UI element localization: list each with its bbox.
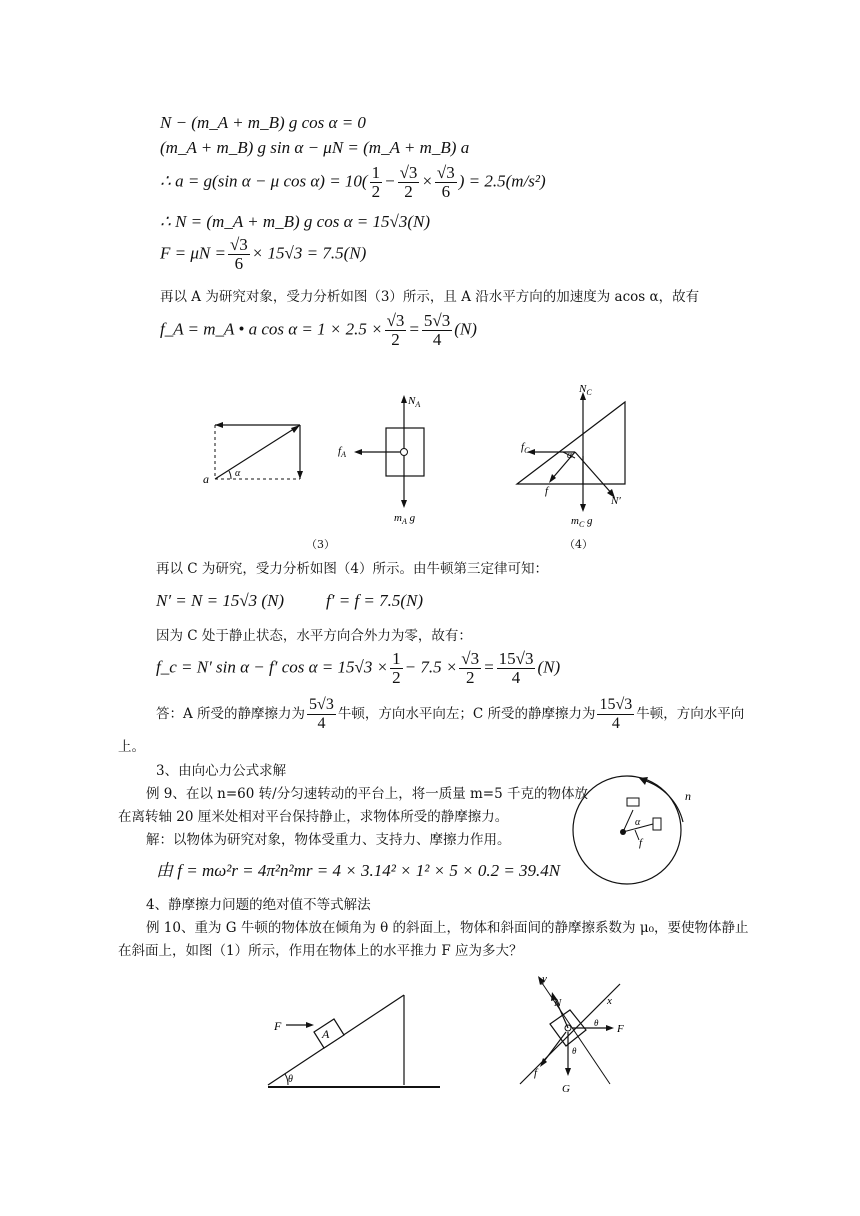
figure-3-block-a — [330, 390, 440, 525]
answer-continuation: 上。 — [118, 739, 145, 755]
label-x: x — [607, 995, 612, 1007]
label-na: $N_A$ — [408, 395, 421, 409]
label-nprime: N′ — [611, 495, 621, 507]
equation-3-rhs: ) = 2.5(m/s²) — [458, 171, 546, 191]
example-9-line-2: 在离转轴 20 厘米处相对平台保持静止，求物体所受的静摩擦力。 — [118, 809, 509, 825]
answer-part-b: 牛顿，方向水平向左；C 所受的静摩擦力为 — [337, 706, 596, 722]
fraction-r3-2-b: $\frac{√3}{2}$ — [386, 311, 405, 349]
equation-6-rhs: (N) — [454, 319, 477, 339]
answer-part-c: 牛顿，方向水平向 — [636, 706, 745, 722]
paragraph-3: 因为 C 处于静止状态，水平方向合外力为零，故有： — [156, 628, 472, 644]
equation-6: f_A = m_A • a cos α = 1 × 2.5 × $\frac{√3}{2}$ = $\frac{5√3}{4}$ (N) — [160, 311, 477, 349]
label-F-incline: F — [274, 1019, 282, 1033]
equation-3-lhs: ∴ a = g(sin α − μ cos α) = 10( — [160, 171, 368, 191]
figure-incline — [266, 985, 446, 1095]
label-mag: $m_A$ g — [394, 512, 416, 525]
equation-9-lhs: f_c = N′ sin α − f′ cos α = 15√3 × — [156, 657, 389, 677]
caption-4: （4） — [564, 538, 593, 551]
fraction-5r3-4-b: $\frac{5√3}{4}$ — [309, 696, 334, 732]
label-f: f — [545, 485, 549, 497]
label-alpha-platform: α — [635, 817, 641, 828]
label-alpha-c: α — [567, 450, 573, 461]
label-theta-force-1: θ — [594, 1018, 599, 1028]
equation-9: f_c = N′ sin α − f′ cos α = 15√3 × $\frac{1}{2}$ − 7.5 × $\frac{√3}{2}$ = $\frac{15√3}{4}$ (N) — [156, 649, 561, 687]
label-f-force: f — [534, 1067, 538, 1079]
equation-2: (m_A + m_B) g sin α − μN = (m_A + m_B) a — [160, 138, 470, 157]
equation-10: 由 f = mω²r = 4π²n²mr = 4 × 3.14² × 1² × 5 × 0.2 = 39.4N — [156, 861, 561, 880]
equation-7: N′ = N = 15√3 (N) — [156, 591, 285, 610]
label-n-rotation: n — [685, 789, 691, 803]
equation-9-rhs: (N) — [537, 657, 561, 677]
label-F-force: F — [617, 1023, 624, 1035]
equation-8: f′ = f = 7.5(N) — [326, 591, 424, 610]
fraction-half-b: $\frac{1}{2}$ — [392, 649, 401, 687]
solution-9: 解：以物体为研究对象，物体受重力、支持力、摩擦力作用。 — [146, 832, 511, 848]
answer-part-a: 答：A 所受的静摩擦力为 — [156, 706, 306, 722]
fraction-r3-6: $\frac{√3}{6}$ — [436, 163, 455, 201]
fraction-5r3-4: $\frac{5√3}{4}$ — [423, 311, 451, 349]
paragraph-1: 再以 A 为研究对象，受力分析如图（3）所示，且 A 沿水平方向的加速度为 acos α，故有 — [160, 289, 700, 305]
example-10-line-2: 在斜面上，如图（1）所示，作用在物体上的水平推力 F 应为多大？ — [118, 943, 523, 959]
example-10-line-1: 例 10、重为 G 牛顿的物体放在倾角为 θ 的斜面上，物体和斜面间的静摩擦系数为 μ₀，要使物体静止 — [146, 920, 749, 936]
fraction-half: $\frac{1}{2}$ — [371, 163, 381, 201]
fraction-15r3-4: $\frac{15√3}{4}$ — [498, 649, 534, 687]
equation-5-lhs: F = μN = — [160, 243, 226, 263]
label-N: N — [554, 997, 562, 1009]
label-theta-force-2: θ — [572, 1046, 577, 1056]
equation-4: ∴ N = (m_A + m_B) g cos α = 15√3(N) — [160, 212, 430, 231]
label-fc: $f_C$ — [521, 441, 530, 455]
figure-3-acceleration — [195, 415, 315, 495]
label-A-block: A — [322, 1027, 330, 1041]
label-y: y — [542, 973, 547, 985]
label-theta-incline: θ — [288, 1074, 293, 1085]
paragraph-2: 再以 C 为研究，受力分析如图（4）所示。由牛顿第三定律可知： — [156, 561, 549, 577]
heading-3: 3、由向心力公式求解 — [156, 763, 287, 779]
label-a: a — [203, 472, 209, 486]
equation-9-mid: − 7.5 × — [404, 657, 458, 677]
fraction-r3-6-b: $\frac{√3}{6}$ — [229, 235, 248, 273]
figure-4-wedge-c — [505, 378, 645, 528]
equation-1: N − (m_A + m_B) g cos α = 0 — [160, 113, 366, 132]
equation-3: ∴ a = g(sin α − μ cos α) = 10( $\frac{1}{2}$ − $\frac{√3}{2}$ × $\frac{√3}{6}$ ) = 2.5(m/s²) — [160, 163, 546, 201]
figure-force-axes — [510, 968, 640, 1098]
fraction-r3-2-c: $\frac{√3}{2}$ — [461, 649, 480, 687]
figure-rotating-platform — [565, 770, 705, 890]
fraction-15r3-4-b: $\frac{15√3}{4}$ — [599, 696, 633, 732]
heading-4: 4、静摩擦力问题的绝对值不等式解法 — [146, 897, 371, 913]
equation-5-rhs: × 15√3 = 7.5(N) — [251, 243, 367, 263]
equation-5 — [160, 236, 366, 273]
equation-6-lhs: f_A = m_A • a cos α = 1 × 2.5 × — [160, 319, 383, 339]
label-fa: $f_A$ — [338, 445, 346, 459]
fraction-r3-2: $\frac{√3}{2}$ — [399, 163, 418, 201]
example-9-line-1: 例 9、在以 n=60 转/分匀速转动的平台上，将一质量 m=5 千克的物体放 — [146, 786, 588, 802]
answer-line — [156, 696, 744, 733]
label-alpha: α — [235, 468, 241, 479]
label-nc: $N_C$ — [579, 383, 592, 397]
label-G: G — [562, 1083, 570, 1095]
label-f-platform: f — [639, 837, 643, 849]
caption-3: （3） — [306, 538, 335, 551]
label-mcg: $m_C$ g — [571, 515, 593, 528]
